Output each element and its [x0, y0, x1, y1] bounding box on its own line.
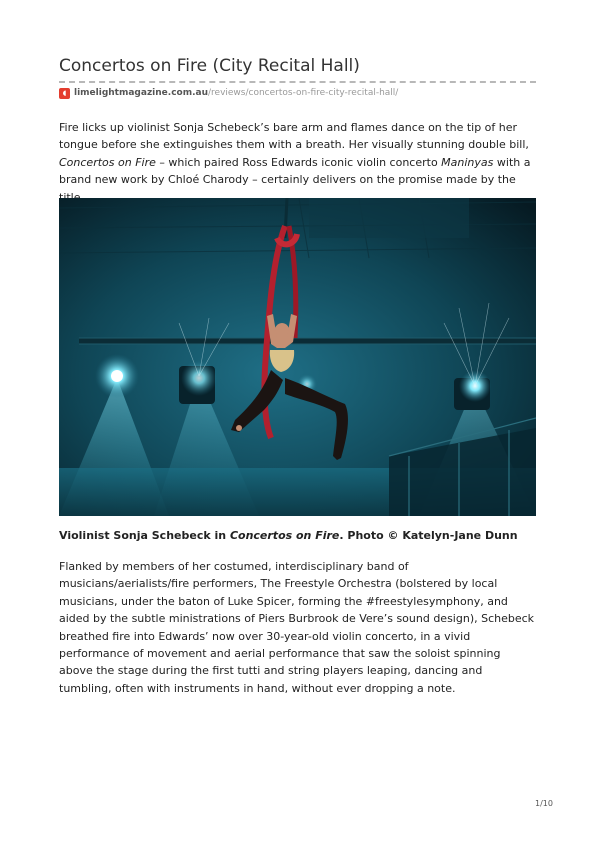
italic-title-run: Concertos on Fire — [59, 155, 156, 169]
caption-credit: . Photo © Katelyn-Jane Dunn — [339, 529, 518, 542]
article-photo — [59, 198, 536, 516]
italic-title-run: Maninyas — [441, 155, 494, 169]
aerialist-photo-illustration — [59, 198, 536, 516]
body-paragraph: Flanked by members of her costumed, interdisciplinary band of musicians/aerialists/fire performers, The Freestyle Orchestra (bolstered by local musicians, under the baton of Luke Spicer, forming the #freestylesymphony, and aided by the subtle ministrations of Piers Burbrook de Vere’s sound design), Schebeck breathed fire into Edwards’ now over 30-year-old violin concerto, in a vivid performance of movement and aerial performance that saw the soloist spinning above the stage during the first tutti and string players leaping, dancing and tumbling, often with instruments in hand, without ever dropping a note. — [59, 560, 535, 695]
caption-work: Concertos on Fire — [229, 529, 340, 542]
limelight-logo-icon: ◖ — [59, 88, 70, 99]
source-domain-link[interactable]: limelightmagazine.com.au — [74, 88, 208, 98]
text-run: with a brand new work by Chloé Charody – certainly delivers on the promise made by the — [59, 155, 531, 187]
photo-caption — [59, 529, 518, 542]
text-run: Fire licks up violinist Sonja Schebeck’s bare arm and flames dance on the tip of her tongue before she extinguishes them with a breath. Her visually stunning double bill, — [59, 121, 529, 152]
text-run: – which paired Ross Edwards iconic violin concerto — [155, 155, 442, 169]
source-path-link[interactable]: /reviews/concertos-on-fire-city-recital-hall/ — [208, 88, 399, 98]
intro-paragraph — [59, 119, 537, 206]
page-number: 1/10 — [535, 799, 553, 808]
title-divider — [59, 81, 536, 83]
article-title: Concertos on Fire (City Recital Hall) — [59, 56, 360, 76]
source-line — [59, 86, 398, 100]
caption-prefix: Violinist Sonja Schebeck in — [59, 529, 230, 542]
